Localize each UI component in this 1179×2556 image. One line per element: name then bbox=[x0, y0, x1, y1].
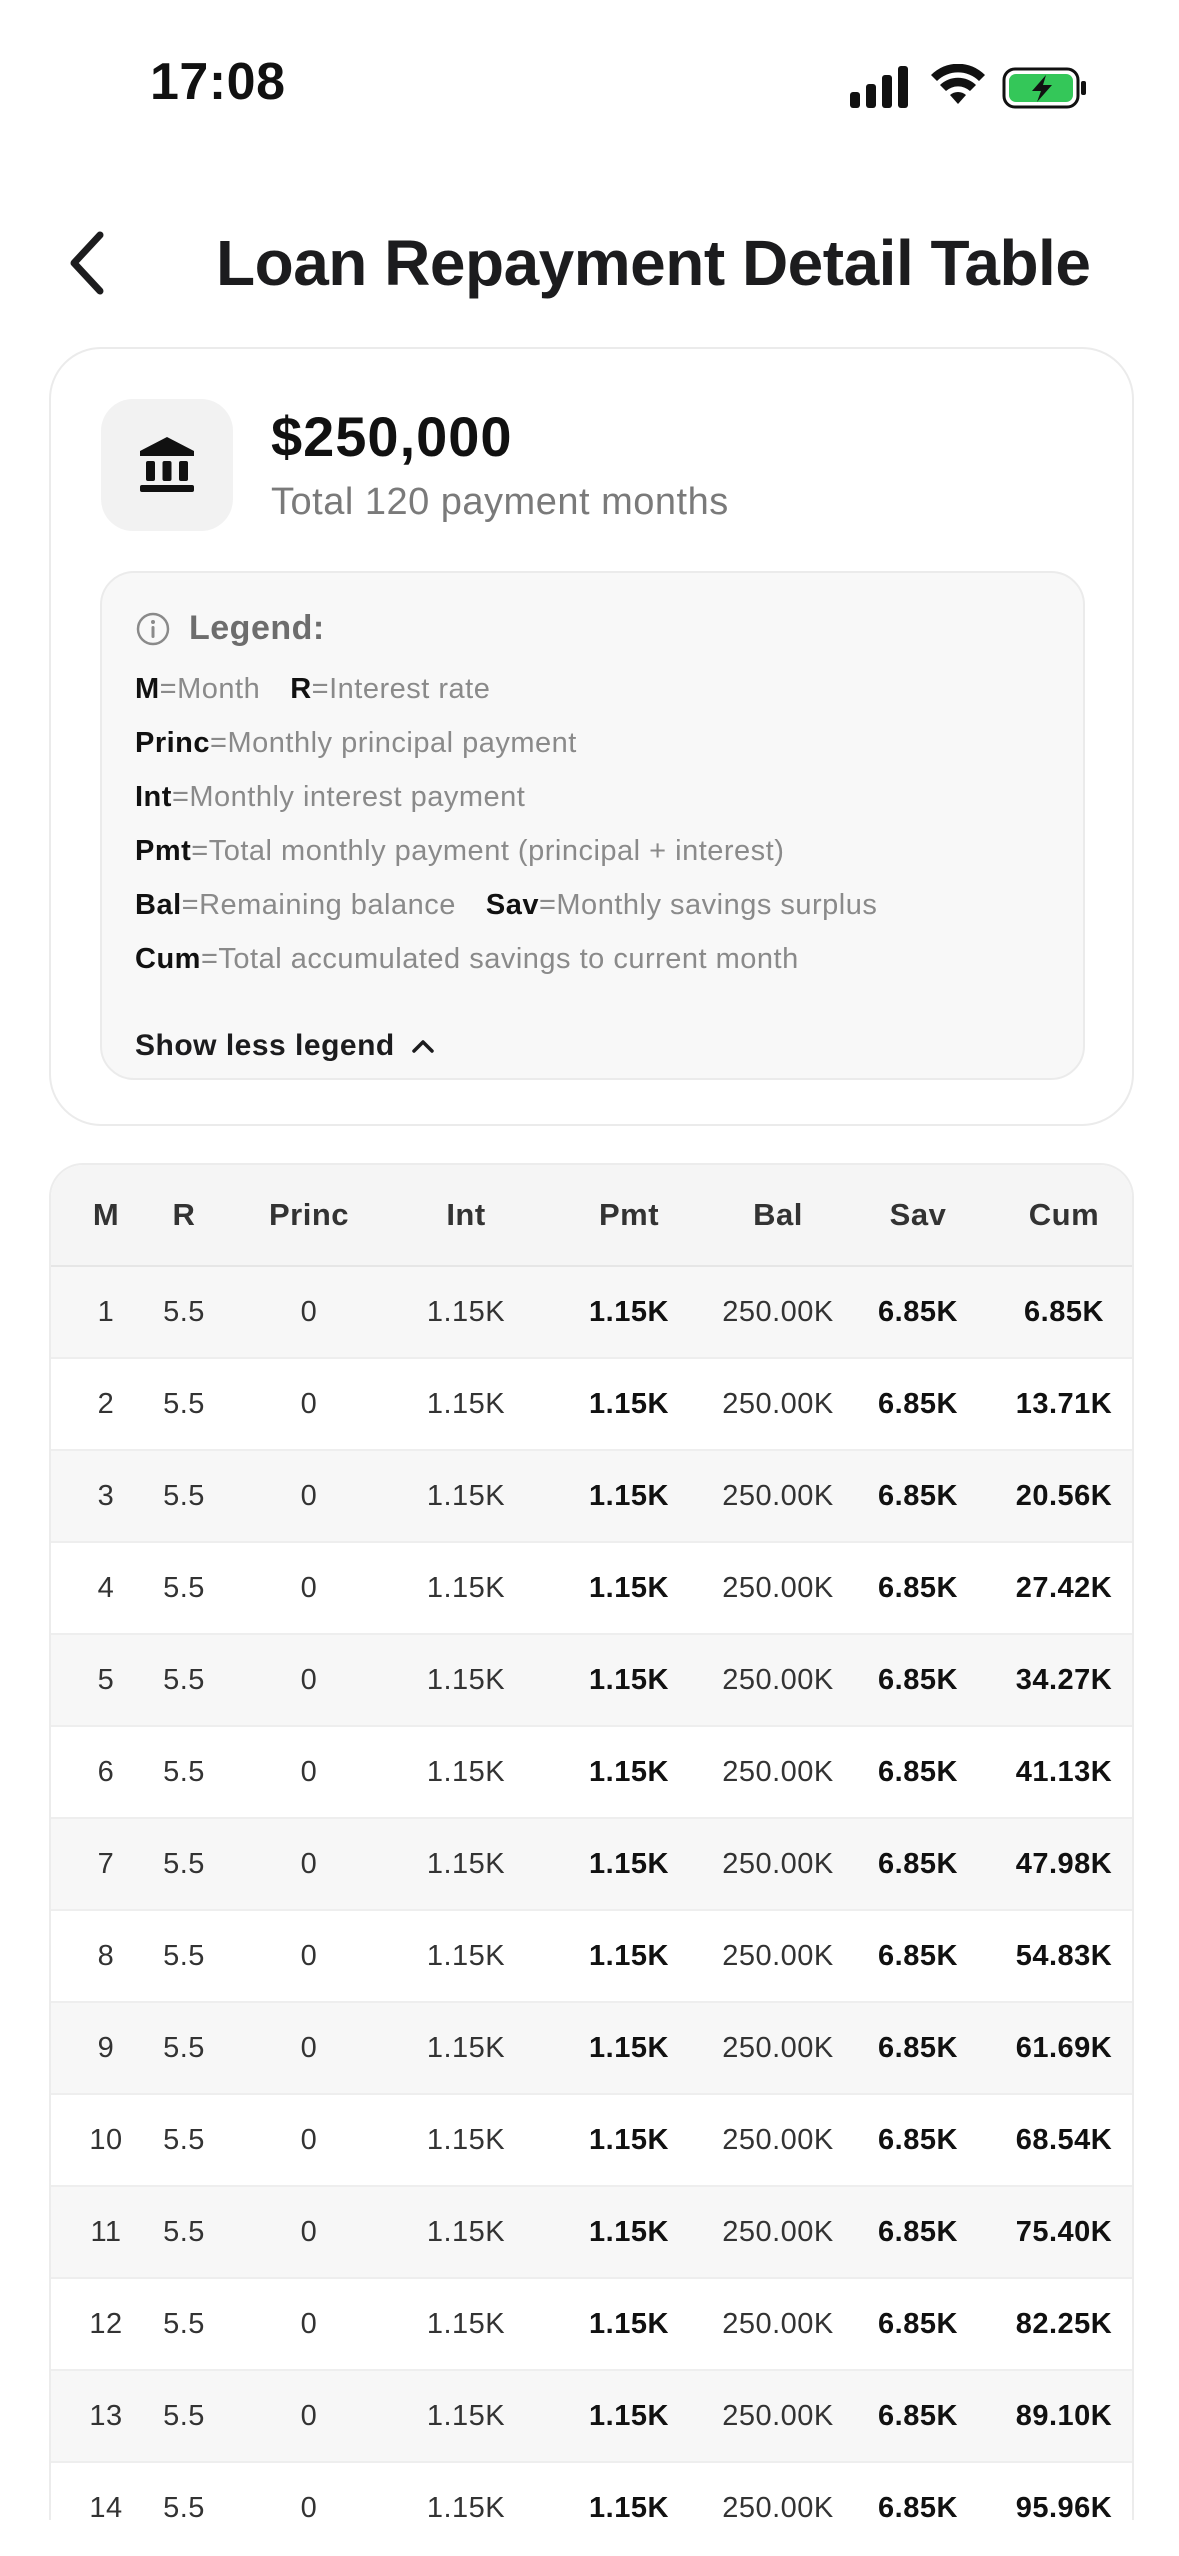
table-cell: 1.15K bbox=[426, 2399, 506, 2432]
table-cell: 5.5 bbox=[163, 2491, 205, 2520]
table-row bbox=[51, 1819, 1134, 1911]
table-cell: 250.00K bbox=[722, 2123, 834, 2156]
legend-line bbox=[135, 835, 784, 868]
table-cell: 6.85K bbox=[878, 1479, 958, 1512]
table-cell: 250.00K bbox=[722, 2031, 834, 2064]
table-cell: 1.15K bbox=[589, 1479, 669, 1512]
table-cell: 250.00K bbox=[722, 1755, 834, 1788]
table-cell: 5.5 bbox=[163, 1571, 205, 1604]
bank-icon bbox=[137, 435, 197, 495]
chevron-up-icon bbox=[411, 1038, 435, 1054]
battery-charging-icon bbox=[1002, 66, 1088, 110]
legend-desc: =Monthly interest payment bbox=[171, 781, 526, 813]
table-cell: 1.15K bbox=[426, 2215, 506, 2248]
table-cell: 1.15K bbox=[426, 1571, 506, 1604]
table-cell: 6.85K bbox=[878, 2215, 958, 2248]
table-cell: 1.15K bbox=[589, 2491, 669, 2520]
table-cell: 4 bbox=[97, 1571, 115, 1604]
table-cell: 5.5 bbox=[163, 2123, 205, 2156]
legend-key: Bal bbox=[135, 889, 182, 921]
table-cell: 5.5 bbox=[163, 2215, 205, 2248]
table-cell: 1.15K bbox=[426, 1847, 506, 1880]
table-cell: 6.85K bbox=[878, 2491, 958, 2520]
table-cell: 6.85K bbox=[878, 1847, 958, 1880]
table-cell: 13 bbox=[89, 2399, 123, 2432]
table-cell: 95.96K bbox=[1015, 2491, 1113, 2520]
table-cell: 5.5 bbox=[163, 1663, 205, 1696]
table-cell: 0 bbox=[300, 1479, 318, 1512]
table-cell: 6.85K bbox=[878, 1295, 958, 1328]
column-header: Int bbox=[446, 1197, 486, 1232]
table-cell: 0 bbox=[300, 2491, 318, 2520]
table-cell: 68.54K bbox=[1015, 2123, 1113, 2156]
table-cell: 0 bbox=[300, 1939, 318, 1972]
table-cell: 1.15K bbox=[426, 1295, 506, 1328]
table-cell: 54.83K bbox=[1015, 1939, 1113, 1972]
legend-desc: =Total accumulated savings to current month bbox=[200, 943, 799, 975]
table-cell: 1.15K bbox=[589, 2123, 669, 2156]
legend-line bbox=[135, 781, 525, 814]
table-cell: 1.15K bbox=[426, 1755, 506, 1788]
table-row bbox=[51, 2463, 1134, 2520]
table-cell: 250.00K bbox=[722, 1571, 834, 1604]
column-header: Cum bbox=[1028, 1197, 1100, 1232]
table-row bbox=[51, 1727, 1134, 1819]
table-cell: 0 bbox=[300, 2399, 318, 2432]
table-cell: 1.15K bbox=[426, 2123, 506, 2156]
table-cell: 250.00K bbox=[722, 1387, 834, 1420]
table-row bbox=[51, 1543, 1134, 1635]
table-row bbox=[51, 2371, 1134, 2463]
table-cell: 5.5 bbox=[163, 2399, 205, 2432]
column-header: Sav bbox=[889, 1197, 947, 1232]
legend-key: Sav bbox=[485, 889, 539, 921]
legend-key: Princ bbox=[135, 727, 211, 759]
table-cell: 10 bbox=[89, 2123, 123, 2156]
legend-panel bbox=[100, 571, 1085, 1080]
table-cell: 89.10K bbox=[1015, 2399, 1113, 2432]
table-cell: 1.15K bbox=[589, 2399, 669, 2432]
toggle-legend-label: Show less legend bbox=[135, 1029, 395, 1062]
table-cell: 6.85K bbox=[878, 1755, 958, 1788]
table-row bbox=[51, 1911, 1134, 2003]
table-cell: 1.15K bbox=[589, 1571, 669, 1604]
table-cell: 1.15K bbox=[426, 2031, 506, 2064]
table-row bbox=[51, 2095, 1134, 2187]
table-cell: 9 bbox=[97, 2031, 115, 2064]
status-bar bbox=[0, 0, 1179, 150]
column-header: Bal bbox=[753, 1197, 803, 1232]
table-cell: 1.15K bbox=[426, 1663, 506, 1696]
bottom-edge bbox=[0, 2520, 1179, 2556]
legend-line bbox=[135, 727, 577, 760]
table-cell: 250.00K bbox=[722, 1663, 834, 1696]
table-cell: 1.15K bbox=[426, 2491, 506, 2520]
table-cell: 250.00K bbox=[722, 1479, 834, 1512]
table-cell: 1.15K bbox=[589, 1939, 669, 1972]
page-title: Loan Repayment Detail Table bbox=[216, 227, 1091, 299]
table-cell: 6.85K bbox=[878, 1663, 958, 1696]
column-header: Pmt bbox=[598, 1197, 660, 1232]
table-cell: 6.85K bbox=[878, 2031, 958, 2064]
table-cell: 12 bbox=[89, 2307, 123, 2340]
legend-line bbox=[135, 889, 877, 922]
table-cell: 6.85K bbox=[878, 1387, 958, 1420]
table-cell: 0 bbox=[300, 1387, 318, 1420]
column-header: R bbox=[172, 1197, 196, 1232]
table-cell: 5.5 bbox=[163, 1295, 205, 1328]
legend-header bbox=[135, 609, 325, 648]
table-cell: 0 bbox=[300, 1755, 318, 1788]
table-cell: 8 bbox=[97, 1939, 115, 1972]
table-cell: 5.5 bbox=[163, 1479, 205, 1512]
legend-key: Int bbox=[135, 781, 172, 813]
table-cell: 82.25K bbox=[1015, 2307, 1113, 2340]
table-cell: 1.15K bbox=[426, 1479, 506, 1512]
table-cell: 13.71K bbox=[1015, 1387, 1113, 1420]
table-cell: 250.00K bbox=[722, 1295, 834, 1328]
table-cell: 5.5 bbox=[163, 1847, 205, 1880]
table-cell: 47.98K bbox=[1015, 1847, 1113, 1880]
table-cell: 3 bbox=[97, 1479, 115, 1512]
table-cell: 34.27K bbox=[1015, 1663, 1113, 1696]
table-cell: 0 bbox=[300, 1847, 318, 1880]
table-cell: 1.15K bbox=[589, 1295, 669, 1328]
legend-key: R bbox=[290, 673, 312, 705]
table-cell: 1.15K bbox=[589, 1847, 669, 1880]
cellular-signal-icon bbox=[850, 66, 912, 110]
table-cell: 75.40K bbox=[1015, 2215, 1113, 2248]
table-cell: 1.15K bbox=[426, 1939, 506, 1972]
table-cell: 0 bbox=[300, 1663, 318, 1696]
column-header: M bbox=[92, 1197, 120, 1232]
table-header-row bbox=[51, 1165, 1134, 1267]
legend-title: Legend: bbox=[189, 609, 325, 647]
legend-desc: =Month bbox=[159, 673, 261, 705]
table-cell: 6.85K bbox=[878, 1939, 958, 1972]
table-cell: 6.85K bbox=[878, 2307, 958, 2340]
toggle-legend-button[interactable] bbox=[135, 1029, 435, 1063]
table-row bbox=[51, 1267, 1134, 1359]
table-cell: 250.00K bbox=[722, 1847, 834, 1880]
legend-desc: =Monthly savings surplus bbox=[538, 889, 878, 921]
table-cell: 5.5 bbox=[163, 1755, 205, 1788]
table-cell: 1.15K bbox=[426, 1387, 506, 1420]
table-row bbox=[51, 1359, 1134, 1451]
info-icon bbox=[135, 611, 171, 647]
table-cell: 5.5 bbox=[163, 2031, 205, 2064]
table-cell: 6.85K bbox=[1024, 1295, 1104, 1328]
table-cell: 6 bbox=[97, 1755, 115, 1788]
table-cell: 7 bbox=[97, 1847, 115, 1880]
table-cell: 61.69K bbox=[1015, 2031, 1113, 2064]
table-cell: 0 bbox=[300, 2031, 318, 2064]
table-cell: 0 bbox=[300, 2215, 318, 2248]
table-cell: 0 bbox=[300, 1571, 318, 1604]
table-cell: 0 bbox=[300, 1295, 318, 1328]
table-cell: 250.00K bbox=[722, 1939, 834, 1972]
repayment-table[interactable] bbox=[49, 1163, 1134, 2520]
table-cell: 27.42K bbox=[1015, 1571, 1113, 1604]
legend-desc: =Interest rate bbox=[311, 673, 491, 705]
table-cell: 1.15K bbox=[426, 2307, 506, 2340]
table-cell: 1.15K bbox=[589, 2215, 669, 2248]
legend-key: Cum bbox=[135, 943, 201, 975]
table-cell: 5 bbox=[97, 1663, 115, 1696]
table-cell: 0 bbox=[300, 2123, 318, 2156]
loan-term: Total 120 payment months bbox=[271, 481, 729, 523]
table-cell: 250.00K bbox=[722, 2491, 834, 2520]
table-cell: 6.85K bbox=[878, 2399, 958, 2432]
table-cell: 1.15K bbox=[589, 1387, 669, 1420]
table-cell: 20.56K bbox=[1015, 1479, 1113, 1512]
table-cell: 5.5 bbox=[163, 1939, 205, 1972]
table-cell: 0 bbox=[300, 2307, 318, 2340]
legend-desc: =Total monthly payment (principal + interest) bbox=[191, 835, 785, 867]
legend-desc: =Remaining balance bbox=[181, 889, 456, 921]
table-row bbox=[51, 2003, 1134, 2095]
table-cell: 1.15K bbox=[589, 2031, 669, 2064]
table-row bbox=[51, 1635, 1134, 1727]
table-cell: 14 bbox=[89, 2491, 123, 2520]
legend-key: Pmt bbox=[135, 835, 192, 867]
bank-icon-container bbox=[101, 399, 233, 531]
table-cell: 250.00K bbox=[722, 2307, 834, 2340]
loan-amount: $250,000 bbox=[271, 405, 513, 468]
legend-line bbox=[135, 943, 799, 976]
table-cell: 1.15K bbox=[589, 1663, 669, 1696]
table-cell: 11 bbox=[90, 2215, 122, 2248]
legend-line bbox=[135, 673, 490, 706]
table-cell: 1 bbox=[97, 1295, 115, 1328]
table-cell: 1.15K bbox=[589, 2307, 669, 2340]
table-cell: 5.5 bbox=[163, 2307, 205, 2340]
table-cell: 1.15K bbox=[589, 1755, 669, 1788]
back-button[interactable] bbox=[60, 228, 116, 298]
table-row bbox=[51, 2279, 1134, 2371]
table-cell: 2 bbox=[97, 1387, 115, 1420]
table-cell: 5.5 bbox=[163, 1387, 205, 1420]
table-cell: 41.13K bbox=[1015, 1755, 1113, 1788]
table-cell: 250.00K bbox=[722, 2399, 834, 2432]
column-header: Princ bbox=[268, 1197, 350, 1232]
legend-desc: =Monthly principal payment bbox=[210, 727, 577, 759]
table-cell: 6.85K bbox=[878, 2123, 958, 2156]
loan-summary-card bbox=[49, 347, 1134, 1126]
table-row bbox=[51, 1451, 1134, 1543]
wifi-icon bbox=[930, 64, 986, 108]
chevron-left-icon bbox=[68, 231, 108, 295]
legend-key: M bbox=[135, 673, 160, 705]
status-time: 17:08 bbox=[150, 53, 286, 111]
table-row bbox=[51, 2187, 1134, 2279]
table-cell: 6.85K bbox=[878, 1571, 958, 1604]
table-cell: 250.00K bbox=[722, 2215, 834, 2248]
